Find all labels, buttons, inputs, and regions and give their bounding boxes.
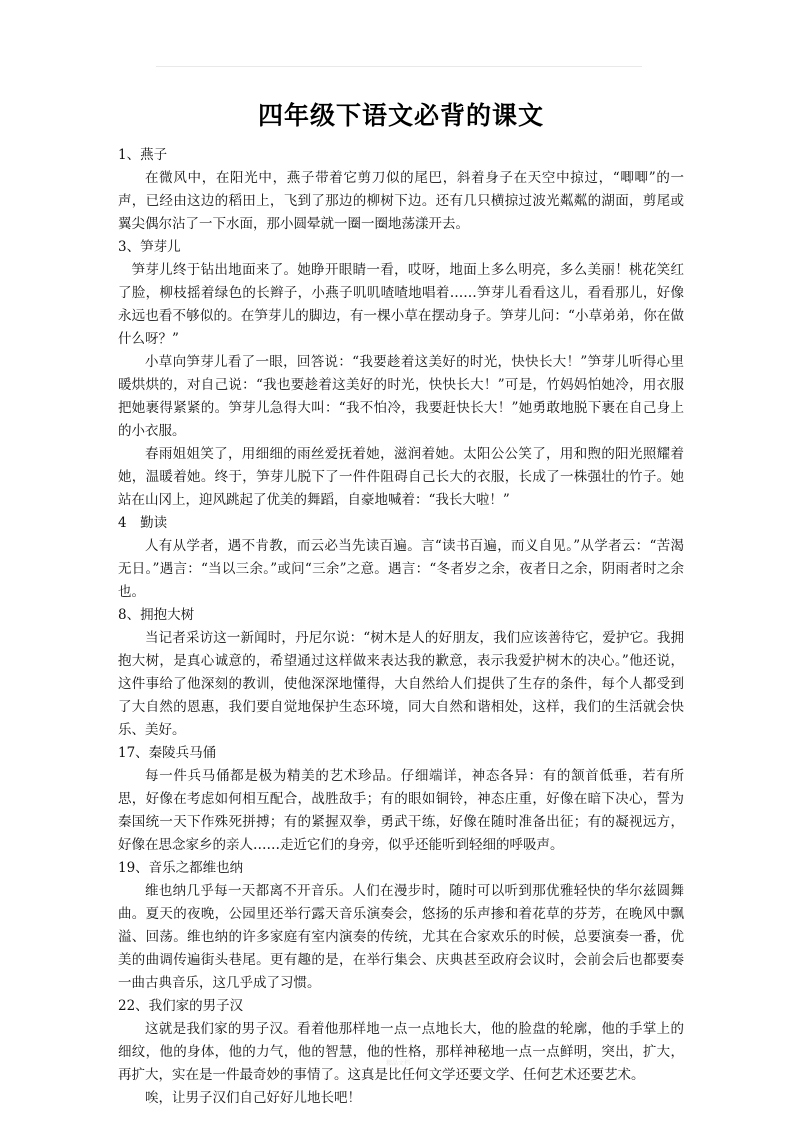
section-qindu xyxy=(118,512,684,604)
section-heading: 4 勤读 xyxy=(118,515,168,531)
header-divider xyxy=(156,66,642,67)
document-page xyxy=(118,100,684,1110)
document-title: 四年级下语文必背的课文 xyxy=(257,101,544,130)
footer-watermark: 精品文档 xyxy=(386,1060,411,1067)
section-paragraph: 当记者采访这一新闻时，丹尼尔说：“树木是人的好朋友，我们应该善待它，爱护它。我拥抱大树，是真心诚意的，希望通过这样做来表达我的歉意，表示我爱护树木的决心。”他还说，这件事给了他深刻的教训，使他深深地懂得，大自然给人们提供了生存的条件，每个人都受到了大自然的恩惠，我们要自觉地保护生态环境，同大自然和谐相处，这样，我们的生活就会快乐、美好。 xyxy=(118,630,684,738)
section-heading: 17、秦陵兵马俑 xyxy=(118,745,217,761)
section-paragraph: 维也纳几乎每一天都离不开音乐。人们在漫步时，随时可以听到那优雅轻快的华尔兹圆舞曲。夏天的夜晚，公园里还举行露天音乐演奏会，悠扬的乐声掺和着花草的芬芳，在晚风中飘溢、回荡。维也纳的许多家庭有室内演奏的传统，尤其在合家欢乐的时候，总要演奏一番，优美的曲调传遍街头巷尾。更有趣的是，在举行集会、庆典甚至政府会议时，会前会后也都要奏一曲古典音乐，这几乎成了习惯。 xyxy=(118,883,684,991)
section-paragraph: 这就是我们家的男子汉。看着他那样地一点一点地长大，他的脸盘的轮廓，他的手掌上的细纹，他的身体，他的力气，他的智慧，他的性格，那样神秘地一点一点鲜明，突出，扩大，再扩大，实在是一件最奇妙的事情了。这真是比任何文学还要文学、任何艺术还要艺术。 xyxy=(118,1021,684,1083)
section-paragraph: 笋芽儿终于钻出地面来了。她睁开眼睛一看，哎呀，地面上多么明亮，多么美丽！桃花笑红了脸，柳枝摇着绿色的长辫子，小燕子叽叽喳喳地唱着……笋芽儿看看这儿，看看那儿，好像永远也看不够似的。在笋芽儿的脚边，有一棵小草在摆动身子。笋芽儿问：“小草弟弟，你在做什么呀？” xyxy=(118,262,684,347)
section-heading: 19、音乐之都维也纳 xyxy=(118,860,244,876)
section-nanzihan xyxy=(118,995,684,1110)
section-paragraph: 唉，让男子汉们自己好好儿地长吧！ xyxy=(145,1090,361,1106)
section-paragraph: 春雨姐姐笑了，用细细的雨丝爱抚着她，滋润着她。太阳公公笑了，用和煦的阳光照耀着她，温暖着她。终于，笋芽儿脱下了一件件阻碍自己长大的衣服，长成了一株强壮的竹子。她站在山冈上，迎风跳起了优美的舞蹈，自豪地喊着：“我长大啦！” xyxy=(118,446,684,508)
section-heading: 3、笋芽儿 xyxy=(118,239,181,255)
section-paragraph: 小草向笋芽儿看了一眼，回答说：“我要趁着这美好的时光，快快长大！”笋芽儿听得心里暖烘烘的，对自己说：“我也要趁着这美好的时光，快快长大！”可是，竹妈妈怕她冷，用衣服把她裹得紧紧的。笋芽儿急得大叫：“我不怕冷，我要赶快长大！”她勇敢地脱下裹在自己身上的小衣服。 xyxy=(118,354,684,439)
section-weiyena xyxy=(118,857,684,995)
section-yongbao-dashu xyxy=(118,604,684,742)
section-paragraph: 人有从学者，遇不肯教，而云必当先读百遍。言“读书百遍，而义自见。”从学者云：“苦渴无日。”遇言：“当以三余。”或问“三余”之意。遇言：“冬者岁之余，夜者日之余，阴雨者时之余也。 xyxy=(118,538,684,600)
section-paragraph: 每一件兵马俑都是极为精美的艺术珍品。仔细端详，神态各异：有的颔首低垂，若有所思，好像在考虑如何相互配合，战胜敌手；有的眼如铜铃，神态庄重，好像在暗下决心，誓为秦国统一天下作殊死拼搏；有的紧握双拳，勇武干练，好像在随时准备出征；有的凝视远方，好像在思念家乡的亲人……走近它们的身旁，似乎还能听到轻细的呼吸声。 xyxy=(118,768,684,853)
section-sunyaer xyxy=(118,236,684,512)
section-heading: 1、燕子 xyxy=(118,147,168,163)
section-yanzi xyxy=(118,144,684,236)
section-heading: 22、我们家的男子汉 xyxy=(118,998,244,1014)
section-heading: 8、拥抱大树 xyxy=(118,607,195,623)
section-paragraph: 在微风中，在阳光中，燕子带着它剪刀似的尾巴，斜着身子在天空中掠过，“唧唧”的一声，已经由这边的稻田上，飞到了那边的柳树下边。还有几只横掠过波光粼粼的湖面，剪尾或翼尖偶尔沾了一下水面，那小圆晕就一圈一圈地荡漾开去。 xyxy=(118,170,684,232)
section-bingmayong xyxy=(118,742,684,857)
